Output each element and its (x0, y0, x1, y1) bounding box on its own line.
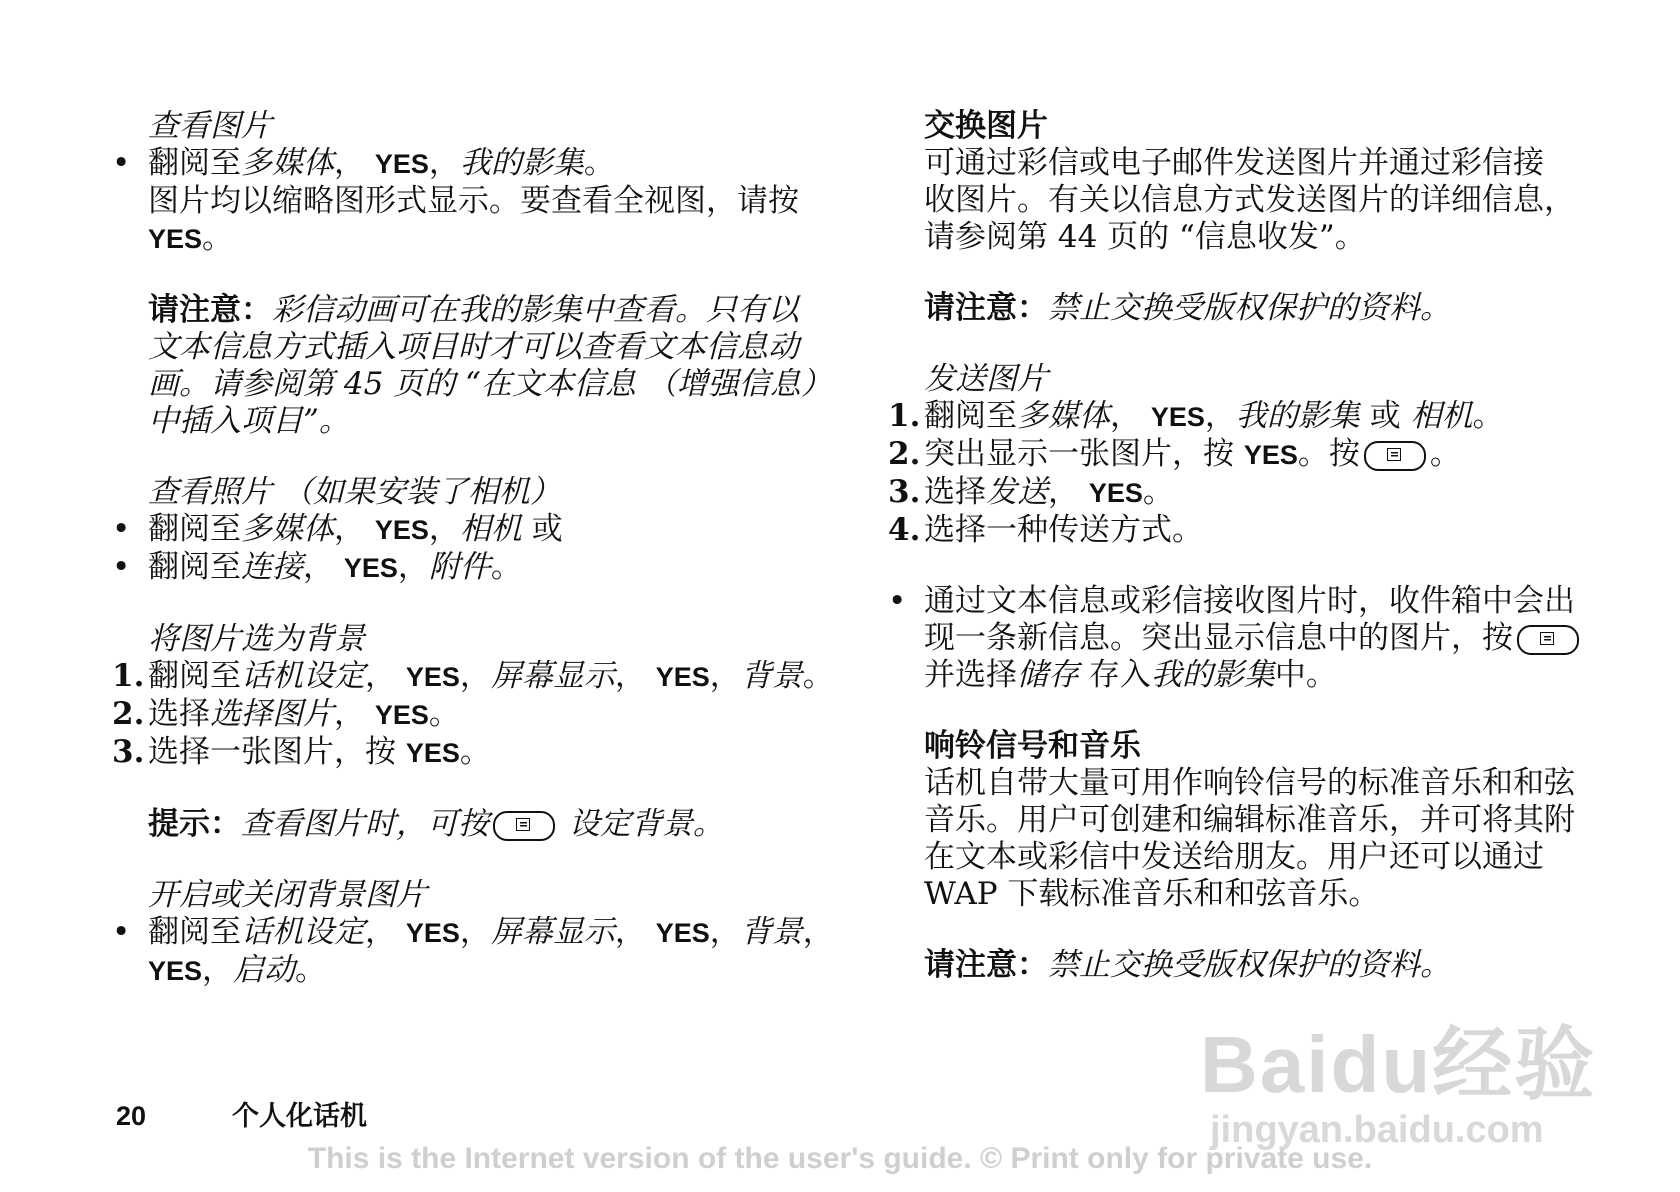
step-number: 4. (888, 512, 921, 548)
note-text: 画。请参阅第 45 页的 “在文本信息 （增强信息） (148, 366, 832, 402)
step-number: 1. (888, 398, 921, 434)
yes-key-label: YES (405, 918, 460, 948)
note-text: 禁止交换受版权保护的资料。 (1048, 947, 1451, 983)
note-line (148, 329, 852, 366)
menu-path: 相机 (459, 511, 522, 547)
text: 翻阅至 (148, 511, 241, 547)
yes-key-label: YES (148, 224, 203, 254)
menu-path: 选择图片 (210, 696, 334, 732)
text: 。按 (1297, 436, 1360, 472)
section-set-background (112, 621, 852, 772)
text: 。 (295, 952, 327, 988)
text: 翻阅至 (148, 658, 241, 694)
text: 选择一张图片，按 (148, 734, 406, 770)
text: 。 (802, 658, 834, 694)
menu-path: 相机 (1410, 398, 1473, 434)
section-view-pictures (112, 108, 852, 258)
menu-key-icon (493, 811, 555, 841)
text: 或 (521, 511, 563, 547)
text: 通过文本信息或彩信接收图片时，收件箱中会出 (924, 583, 1575, 619)
yes-key-label: YES (1243, 440, 1298, 470)
section-exchange-pictures (888, 108, 1638, 256)
text: ， (428, 511, 460, 547)
step-number: 3. (888, 474, 921, 510)
numbered-step: 3. 选择发送， YES。 (888, 474, 1174, 510)
text: 突出显示一张图片，按 (924, 436, 1244, 472)
receive-note (888, 583, 1638, 694)
menu-path: 背景 (740, 914, 803, 950)
disclaimer-text: This is the Internet version of the user's guide. © Print only for private use. (307, 1142, 1373, 1175)
yes-key-label: YES (343, 553, 398, 583)
menu-key-icon (1517, 625, 1579, 655)
left-column (112, 108, 852, 1024)
tip-label: 提示： (148, 806, 241, 842)
yes-key-label: YES (655, 662, 710, 692)
menu-path: 我的影集 (1235, 398, 1360, 434)
tip-text: 设定背景。 (559, 806, 724, 842)
body-text: 请参阅第 44 页的 “信息收发”。 (924, 219, 1366, 255)
step-number: 1. (112, 658, 145, 694)
text: 或 (1359, 398, 1411, 434)
text: 中。 (1274, 657, 1337, 693)
body-text: 图片均以缩略图形式显示。要查看全视图，请按 (148, 183, 799, 219)
step-number: 2. (112, 696, 145, 732)
body-text: 在文本或彩信中发送给朋友。用户还可以通过 (924, 839, 1544, 875)
yes-key-label: YES (655, 918, 710, 948)
text: 翻阅至 (148, 549, 241, 585)
menu-path: 我的影集 (1150, 657, 1275, 693)
text: 。 (1472, 398, 1504, 434)
text: ， (397, 549, 429, 585)
section-title: 交换图片 (924, 108, 1048, 144)
text: 。 (428, 696, 460, 732)
section-ringtones (888, 728, 1638, 913)
section-title: 将图片选为背景 (148, 621, 365, 657)
chapter-title: 个人化话机 (232, 1101, 368, 1132)
text: 现一条新信息。突出显示信息中的图片，按 (924, 620, 1513, 656)
yes-key-label: YES (405, 662, 460, 692)
text: 。 (459, 734, 491, 770)
menu-path: 启动 (233, 952, 296, 988)
note-line (148, 403, 852, 440)
note-text: 彩信动画可在我的影集中查看。只有以 (272, 292, 799, 328)
menu-path: 屏幕显示 (490, 658, 615, 694)
text: ， (428, 145, 460, 181)
step-number: 2. (888, 436, 921, 472)
numbered-step: 1. 翻阅至多媒体， YES，我的影集 或 相机。 (888, 398, 1504, 434)
step-number: 3. (112, 734, 145, 770)
text: 翻阅至 (148, 145, 241, 181)
note-block (888, 290, 1638, 327)
menu-path: 附件 (428, 549, 491, 585)
text: 选择 (148, 696, 210, 732)
text: 选择 (924, 474, 986, 510)
page-number: 20 (116, 1101, 147, 1131)
section-send-pictures (888, 361, 1638, 549)
menu-path: 多媒体 (1017, 398, 1110, 434)
note-line (148, 292, 852, 329)
note-line (924, 290, 1638, 327)
section-toggle-background (112, 877, 852, 990)
yes-key-label: YES (1150, 402, 1205, 432)
menu-path: 多媒体 (241, 511, 334, 547)
note-label: 请注意： (148, 292, 272, 328)
numbered-step: 1. 翻阅至话机设定， YES，屏幕显示， YES，背景。 (112, 658, 834, 694)
tip-line (148, 806, 852, 843)
list-item: • 翻阅至多媒体， YES，相机 或 (112, 511, 852, 549)
note-line (148, 366, 852, 403)
body-text (148, 220, 852, 258)
section-title: 查看照片 （如果安装了相机） (148, 474, 561, 510)
text: 。 (202, 220, 234, 256)
text: 。 (490, 549, 522, 585)
section-title: 查看图片 (148, 108, 272, 144)
menu-path: 话机设定 (241, 658, 365, 694)
menu-path: 话机设定 (241, 914, 365, 950)
list-item (888, 583, 1638, 694)
yes-key-label: YES (374, 515, 429, 545)
body-text: 音乐。用户可创建和编辑标准音乐，并可将其附 (924, 802, 1575, 838)
watermark-logo-text: Baidu经验 (1200, 1020, 1597, 1109)
menu-path: 我的影集 (459, 145, 584, 181)
note-label: 请注意： (924, 290, 1048, 326)
right-column (888, 108, 1638, 1018)
yes-key-label: YES (405, 738, 460, 768)
numbered-step (888, 436, 1638, 474)
section-title: 响铃信号和音乐 (924, 728, 1141, 764)
menu-path: 连接 (241, 549, 303, 585)
yes-key-label: YES (374, 700, 429, 730)
section-view-photos (112, 474, 852, 587)
note-text: 文本信息方式插入项目时才可以查看文本信息动 (148, 329, 799, 365)
section-title: 开启或关闭背景图片 (148, 877, 427, 913)
body-text: 话机自带大量可用作响铃信号的标准音乐和和弦 (924, 765, 1575, 801)
menu-key-icon (1364, 441, 1426, 471)
note-block (112, 292, 852, 440)
yes-key-label: YES (1088, 478, 1143, 508)
numbered-step: 2. 选择选择图片， YES。 (112, 696, 460, 732)
body-text: 收图片。有关以信息方式发送图片的详细信息， (924, 182, 1575, 218)
watermark-url: jingyan.baidu.com (1210, 1109, 1544, 1151)
yes-key-label: YES (374, 149, 429, 179)
list-item: • 翻阅至话机设定， YES，屏幕显示， YES，背景， YES，启动。 (112, 914, 852, 990)
menu-path: 背景 (740, 658, 803, 694)
text: 。 (1429, 436, 1461, 472)
text: 选择一种传送方式。 (924, 512, 1203, 548)
list-item: • 翻阅至多媒体， YES，我的影集。 (112, 145, 852, 183)
text: 。 (583, 145, 615, 181)
list-item: • 翻阅至连接， YES，附件。 (112, 549, 852, 587)
text: 存入 (1079, 657, 1151, 693)
menu-path: 储存 (1017, 657, 1079, 693)
note-line (924, 947, 1638, 984)
tip-text: 查看图片时，可按 (241, 806, 489, 842)
note-text: 禁止交换受版权保护的资料。 (1048, 290, 1451, 326)
numbered-step (888, 512, 1638, 549)
body-text: 可通过彩信或电子邮件发送图片并通过彩信接 (924, 145, 1544, 181)
baidu-watermark (1200, 1000, 1596, 1152)
note-text: 中插入项目”。 (148, 403, 350, 439)
note-label: 请注意： (924, 947, 1048, 983)
tip-block (112, 806, 852, 843)
text: 。 (1142, 474, 1174, 510)
section-title: 发送图片 (924, 361, 1048, 397)
page-footer (116, 1094, 367, 1133)
text: 翻阅至 (924, 398, 1017, 434)
note-block (888, 947, 1638, 984)
body-text: WAP 下载标准音乐和和弦音乐。 (924, 876, 1380, 912)
menu-path: 多媒体 (241, 145, 334, 181)
menu-path: 屏幕显示 (490, 914, 615, 950)
numbered-step (112, 734, 852, 772)
yes-key-label: YES (148, 956, 203, 986)
text: 翻阅至 (148, 914, 241, 950)
text: 并选择 (924, 657, 1017, 693)
menu-path: 发送 (986, 474, 1048, 510)
